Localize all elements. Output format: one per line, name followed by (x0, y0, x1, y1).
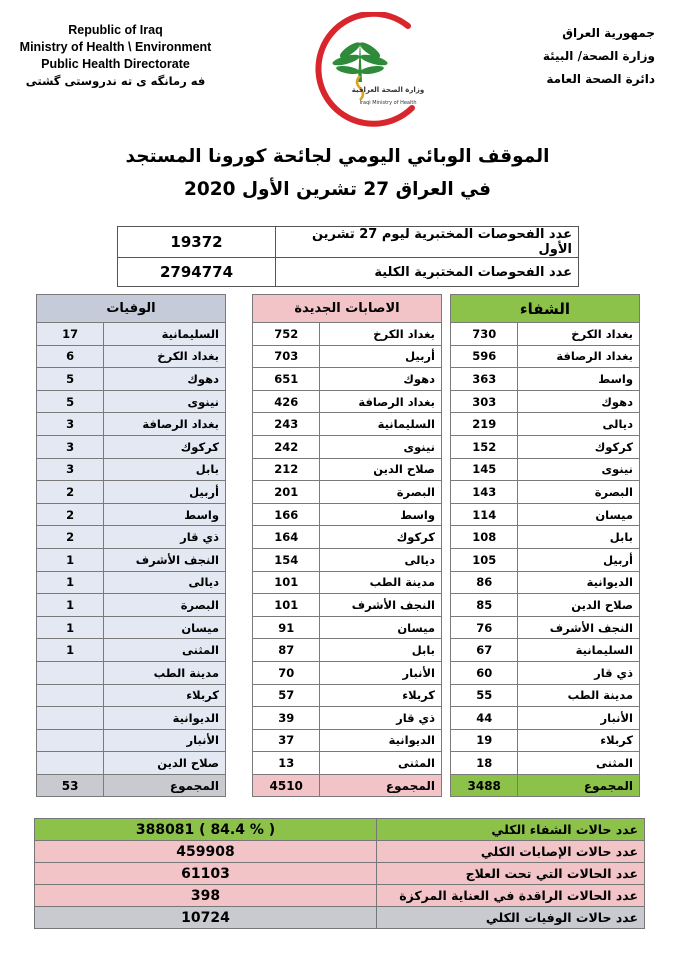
tests-daily-value: 19372 (118, 227, 276, 258)
summary-deaths-value: 10724 (35, 907, 377, 929)
row-governorate: الديوانية (320, 729, 442, 752)
table-row (37, 661, 226, 684)
row-value: 1 (37, 594, 104, 617)
row-value: 363 (451, 368, 518, 391)
row-governorate: كركوك (518, 435, 640, 458)
table-row (451, 707, 640, 730)
table-row (253, 323, 442, 346)
row-value: 60 (451, 661, 518, 684)
table-row (451, 368, 640, 391)
header-en-line-2: Ministry of Health \ Environment (19, 40, 212, 54)
table-row (451, 345, 640, 368)
new-cases-total-value: 4510 (253, 774, 320, 797)
row-governorate: ميسان (320, 616, 442, 639)
row-governorate: كربلاء (518, 729, 640, 752)
row-governorate: بابل (104, 458, 226, 481)
row-value: 219 (451, 413, 518, 436)
row-governorate: صلاح الدين (320, 458, 442, 481)
recovered-heading: الشفاء (451, 295, 640, 323)
tests-total-value: 2794774 (118, 258, 276, 287)
recovered-header-row (451, 295, 640, 323)
table-row (451, 435, 640, 458)
row-value: 1 (37, 616, 104, 639)
table-row (451, 503, 640, 526)
row-value: 1 (37, 639, 104, 662)
row-value (37, 684, 104, 707)
deaths-table (36, 294, 226, 797)
table-row (37, 481, 226, 504)
row-governorate: أربيل (320, 345, 442, 368)
table-row (253, 458, 442, 481)
row-governorate: بغداد الكرخ (518, 323, 640, 346)
table-row (37, 345, 226, 368)
row-value: 164 (253, 526, 320, 549)
row-value: 39 (253, 707, 320, 730)
table-row (451, 323, 640, 346)
table-row (253, 390, 442, 413)
row-value: 2 (37, 481, 104, 504)
row-governorate: ذي قار (518, 661, 640, 684)
row-value (37, 729, 104, 752)
row-value: 67 (451, 639, 518, 662)
row-governorate: واسط (104, 503, 226, 526)
row-value: 105 (451, 548, 518, 571)
table-row (253, 684, 442, 707)
table-row (451, 458, 640, 481)
row-governorate: واسط (518, 368, 640, 391)
row-value: 44 (451, 707, 518, 730)
table-row (253, 368, 442, 391)
summary-row-cases (35, 841, 645, 863)
row-value: 5 (37, 390, 104, 413)
row-value: 152 (451, 435, 518, 458)
row-governorate: الأنبار (320, 661, 442, 684)
recovered-table (450, 294, 640, 797)
summary-cases-value: 459908 (35, 841, 377, 863)
header-en-line-3: Public Health Directorate (41, 57, 190, 71)
row-value: 101 (253, 571, 320, 594)
new-cases-total-label: المجموع (320, 774, 442, 797)
table-row (451, 594, 640, 617)
row-value: 752 (253, 323, 320, 346)
table-row (37, 616, 226, 639)
table-row (37, 548, 226, 571)
summary-icu-label: عدد الحالات الراقدة في العناية المركزة (377, 885, 645, 907)
row-governorate: البصرة (518, 481, 640, 504)
row-governorate: نينوى (104, 390, 226, 413)
row-governorate: ديالى (104, 571, 226, 594)
row-value: 703 (253, 345, 320, 368)
row-value: 1 (37, 571, 104, 594)
table-row (37, 458, 226, 481)
summary-row-under-treatment (35, 863, 645, 885)
row-value: 3 (37, 413, 104, 436)
row-value: 143 (451, 481, 518, 504)
row-governorate: السليمانية (320, 413, 442, 436)
row-governorate: البصرة (320, 481, 442, 504)
row-value: 596 (451, 345, 518, 368)
header-arabic (495, 22, 655, 91)
table-row (253, 752, 442, 775)
row-governorate: المثنى (320, 752, 442, 775)
table-row (451, 526, 640, 549)
row-governorate: مدينة الطب (320, 571, 442, 594)
table-row (253, 594, 442, 617)
summary-treatment-label: عدد الحالات التي تحت العلاج (377, 863, 645, 885)
table-row (37, 639, 226, 662)
table-row (253, 548, 442, 571)
row-governorate: أربيل (104, 481, 226, 504)
row-governorate: دهوك (320, 368, 442, 391)
new-cases-table (252, 294, 442, 797)
row-value: 3 (37, 458, 104, 481)
tests-table (117, 226, 579, 287)
row-value: 212 (253, 458, 320, 481)
row-governorate: كركوك (104, 435, 226, 458)
row-value: 101 (253, 594, 320, 617)
table-row (451, 481, 640, 504)
header-ar-line-1: جمهورية العراق (562, 26, 655, 40)
tests-row-daily (118, 227, 579, 258)
table-row (37, 594, 226, 617)
table-row (253, 639, 442, 662)
deaths-total-label: المجموع (104, 774, 226, 797)
table-row (37, 503, 226, 526)
row-value: 2 (37, 503, 104, 526)
row-governorate: صلاح الدين (104, 752, 226, 775)
row-value: 87 (253, 639, 320, 662)
header-en-line-1: Republic of Iraq (68, 23, 163, 37)
new-cases-heading: الاصابات الجديدة (253, 295, 442, 323)
row-governorate: ميسان (104, 616, 226, 639)
row-governorate: النجف الأشرف (104, 548, 226, 571)
row-governorate: بغداد الكرخ (320, 323, 442, 346)
table-row (37, 684, 226, 707)
row-value: 426 (253, 390, 320, 413)
row-governorate: صلاح الدين (518, 594, 640, 617)
row-value: 70 (253, 661, 320, 684)
summary-row-icu (35, 885, 645, 907)
summary-treatment-value: 61103 (35, 863, 377, 885)
table-row (451, 729, 640, 752)
logo-text: وزارة الصحة العراقية (351, 86, 425, 94)
header-ar-line-3: دائرة الصحة العامة (546, 72, 655, 86)
table-row (451, 390, 640, 413)
row-governorate: ذي قار (104, 526, 226, 549)
row-governorate: دهوك (104, 368, 226, 391)
table-row (37, 413, 226, 436)
header-kurdish-line: فه رمانگه ی ته ندروستی گشتی (25, 74, 206, 88)
row-governorate: ديالى (518, 413, 640, 436)
summary-row-recovered (35, 819, 645, 841)
row-value: 242 (253, 435, 320, 458)
row-value: 13 (253, 752, 320, 775)
row-value: 57 (253, 684, 320, 707)
row-governorate: ميسان (518, 503, 640, 526)
row-governorate: كركوك (320, 526, 442, 549)
row-value: 108 (451, 526, 518, 549)
table-row (253, 616, 442, 639)
table-row (451, 752, 640, 775)
header-english (8, 22, 223, 90)
row-value (37, 707, 104, 730)
table-row (451, 548, 640, 571)
table-row (253, 345, 442, 368)
summary-row-deaths (35, 907, 645, 929)
deaths-header-row (37, 295, 226, 323)
row-governorate: بغداد الرصافة (320, 390, 442, 413)
deaths-total-value: 53 (37, 774, 104, 797)
row-value: 154 (253, 548, 320, 571)
table-row (37, 707, 226, 730)
table-row (253, 571, 442, 594)
table-row (37, 752, 226, 775)
deaths-heading: الوفيات (37, 295, 226, 323)
row-value: 166 (253, 503, 320, 526)
row-value: 114 (451, 503, 518, 526)
row-governorate: بابل (518, 526, 640, 549)
row-governorate: نينوى (320, 435, 442, 458)
recovered-total-label: المجموع (518, 774, 640, 797)
row-value: 145 (451, 458, 518, 481)
table-row (37, 323, 226, 346)
summary-cases-label: عدد حالات الإصابات الكلي (377, 841, 645, 863)
row-value (37, 661, 104, 684)
row-governorate: مدينة الطب (518, 684, 640, 707)
row-value: 86 (451, 571, 518, 594)
row-governorate: بغداد الكرخ (104, 345, 226, 368)
row-governorate: ذي قار (320, 707, 442, 730)
row-value: 55 (451, 684, 518, 707)
summary-recovered-label: عدد حالات الشفاء الكلي (377, 819, 645, 841)
tests-daily-label: عدد الفحوصات المختبرية ليوم 27 تشرين الأول (276, 227, 579, 258)
row-governorate: كربلاء (320, 684, 442, 707)
summary-recovered-value: 388081 ( 84.4 % ) (35, 819, 377, 841)
table-row (451, 571, 640, 594)
row-value: 17 (37, 323, 104, 346)
row-governorate: السليمانية (518, 639, 640, 662)
row-governorate: المثنى (518, 752, 640, 775)
row-governorate: المثنى (104, 639, 226, 662)
row-value: 1 (37, 548, 104, 571)
row-governorate: بغداد الرصافة (518, 345, 640, 368)
row-governorate: البصرة (104, 594, 226, 617)
table-row (37, 526, 226, 549)
row-governorate: مدينة الطب (104, 661, 226, 684)
row-value: 19 (451, 729, 518, 752)
table-row (253, 413, 442, 436)
row-governorate: بغداد الرصافة (104, 413, 226, 436)
table-row (451, 661, 640, 684)
row-governorate: واسط (320, 503, 442, 526)
table-row (253, 503, 442, 526)
row-value: 730 (451, 323, 518, 346)
row-value: 201 (253, 481, 320, 504)
row-value: 91 (253, 616, 320, 639)
summary-deaths-label: عدد حالات الوفيات الكلي (377, 907, 645, 929)
row-value: 85 (451, 594, 518, 617)
ministry-logo (300, 12, 425, 130)
recovered-total-row (451, 774, 640, 797)
row-governorate: ديالى (320, 548, 442, 571)
table-row (253, 435, 442, 458)
row-governorate: السليمانية (104, 323, 226, 346)
table-row (37, 368, 226, 391)
table-row (451, 684, 640, 707)
table-row (253, 526, 442, 549)
table-row (451, 413, 640, 436)
new-cases-header-row (253, 295, 442, 323)
row-value: 303 (451, 390, 518, 413)
row-value (37, 752, 104, 775)
new-cases-total-row (253, 774, 442, 797)
table-row (253, 729, 442, 752)
row-governorate: كربلاء (104, 684, 226, 707)
row-value: 37 (253, 729, 320, 752)
row-governorate: بابل (320, 639, 442, 662)
table-row (37, 435, 226, 458)
header-ar-line-2: وزارة الصحة/ البيئة (542, 49, 655, 63)
tests-total-label: عدد الفحوصات المختبرية الكلية (276, 258, 579, 287)
row-governorate: دهوك (518, 390, 640, 413)
row-governorate: نينوى (518, 458, 640, 481)
title-line-1: الموقف الوبائي اليومي لجائحة كورونا المستجد (125, 146, 550, 167)
title-line-2: في العراق 27 تشرين الأول 2020 (184, 179, 491, 200)
logo-subtext: Iraqi Ministry of Health (359, 100, 417, 106)
table-row (37, 729, 226, 752)
table-row (253, 481, 442, 504)
row-governorate: أربيل (518, 548, 640, 571)
row-value: 5 (37, 368, 104, 391)
row-governorate: النجف الأشرف (518, 616, 640, 639)
row-governorate: النجف الأشرف (320, 594, 442, 617)
table-row (451, 616, 640, 639)
row-value: 6 (37, 345, 104, 368)
row-governorate: الديوانية (518, 571, 640, 594)
deaths-total-row (37, 774, 226, 797)
row-governorate: الأنبار (104, 729, 226, 752)
row-value: 76 (451, 616, 518, 639)
row-value: 243 (253, 413, 320, 436)
tests-row-total (118, 258, 579, 287)
table-row (37, 390, 226, 413)
table-row (37, 571, 226, 594)
summary-table (34, 818, 645, 929)
row-value: 651 (253, 368, 320, 391)
row-value: 3 (37, 435, 104, 458)
table-row (253, 707, 442, 730)
row-value: 18 (451, 752, 518, 775)
row-governorate: الأنبار (518, 707, 640, 730)
row-value: 2 (37, 526, 104, 549)
summary-icu-value: 398 (35, 885, 377, 907)
table-row (253, 661, 442, 684)
table-row (451, 639, 640, 662)
recovered-total-value: 3488 (451, 774, 518, 797)
row-governorate: الديوانية (104, 707, 226, 730)
